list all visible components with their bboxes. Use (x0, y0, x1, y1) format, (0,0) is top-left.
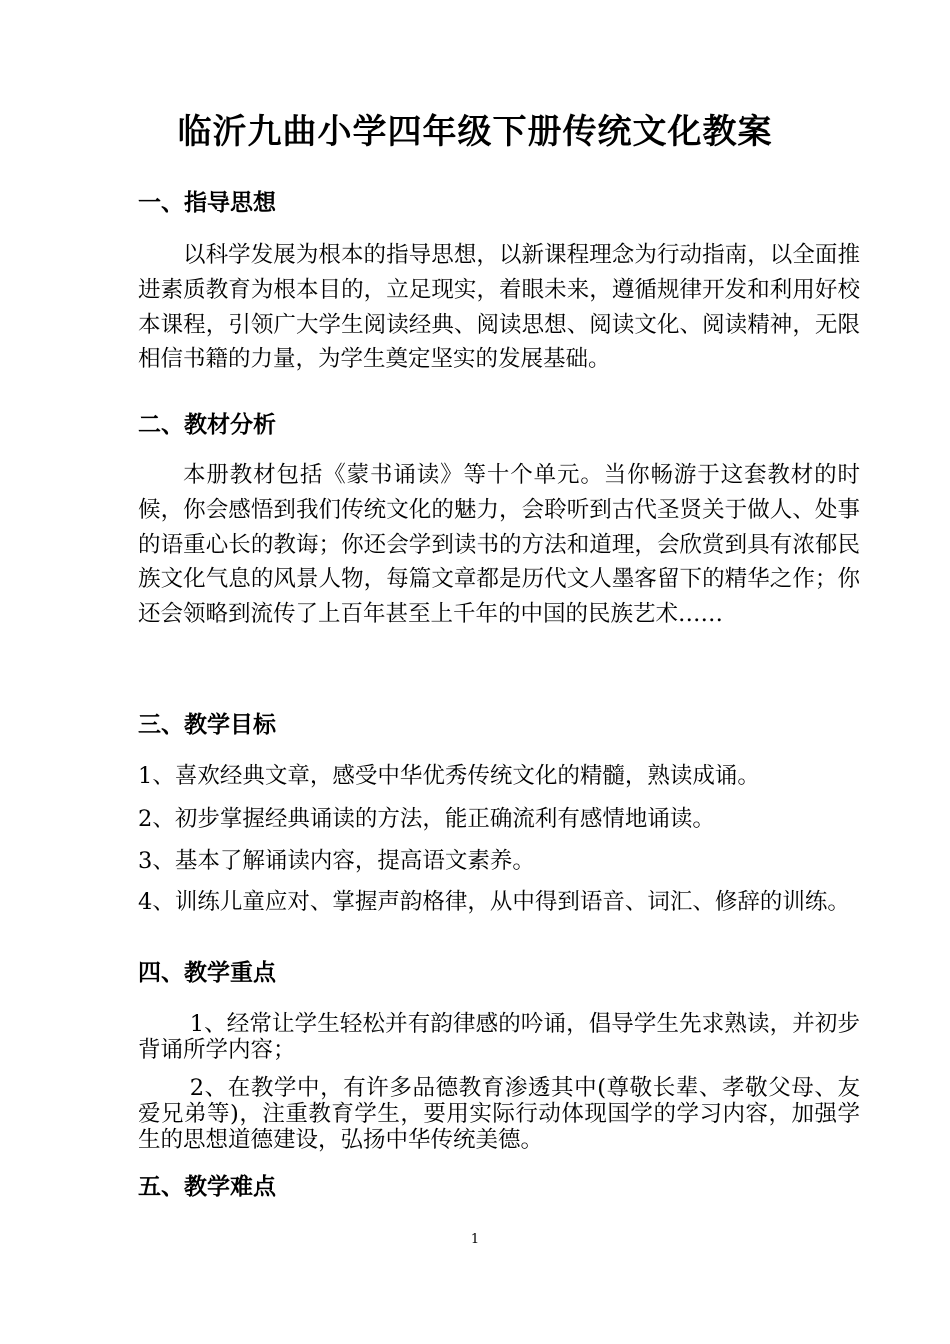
section-heading-teaching-objectives: 三、教学目标 (138, 712, 276, 738)
document-title: 临沂九曲小学四年级下册传统文化教案 (177, 112, 773, 152)
section-heading-guiding-ideology: 一、指导思想 (138, 190, 276, 216)
section-heading-teaching-focus: 四、教学重点 (138, 960, 276, 986)
focus-item: 2、在教学中，有许多品德教育渗透其中(尊敬长辈、孝敬父母、友爱兄弟等)，注重教育学生，要用实际行动体现国学的学习内容，加强学生的思想道德建设，弘扬中华传统美德。 (138, 1075, 860, 1153)
section-paragraph-textbook-analysis: 本册教材包括《蒙书诵读》等十个单元。当你畅游于这套教材的时候，你会感悟到我们传统文化的魅力，会聆听到古代圣贤关于做人、处事的语重心长的教诲；你还会学到读书的方法和道理，会欣赏到具有浓郁民族文化气息的风景人物，每篇文章都是历代文人墨客留下的精华之作；你还会领略到流传了上百年甚至上千年的中国的民族艺术…… (138, 462, 860, 628)
objective-item: 4、训练儿童应对、掌握声韵格律，从中得到语音、词汇、修辞的训练。 (138, 889, 850, 915)
objective-item: 2、初步掌握经典诵读的方法，能正确流利有感情地诵读。 (138, 806, 715, 832)
section-heading-textbook-analysis: 二、教材分析 (138, 412, 276, 438)
section-heading-teaching-difficulties: 五、教学难点 (138, 1174, 276, 1200)
focus-item: 1、经常让学生轻松并有韵律感的吟诵，倡导学生先求熟读，并初步背诵所学内容； (138, 1011, 860, 1063)
objective-item: 1、喜欢经典文章，感受中华优秀传统文化的精髓，熟读成诵。 (138, 763, 760, 789)
objective-item: 3、基本了解诵读内容，提高语文素养。 (138, 848, 535, 874)
section-paragraph-guiding-ideology: 以科学发展为根本的指导思想，以新课程理念为行动指南，以全面推进素质教育为根本目的，立足现实，着眼未来，遵循规律开发和利用好校本课程，引领广大学生阅读经典、阅读思想、阅读文化、阅读精神，无限相信书籍的力量，为学生奠定坚实的发展基础。 (138, 242, 860, 373)
page-number: 1 (470, 1232, 480, 1247)
